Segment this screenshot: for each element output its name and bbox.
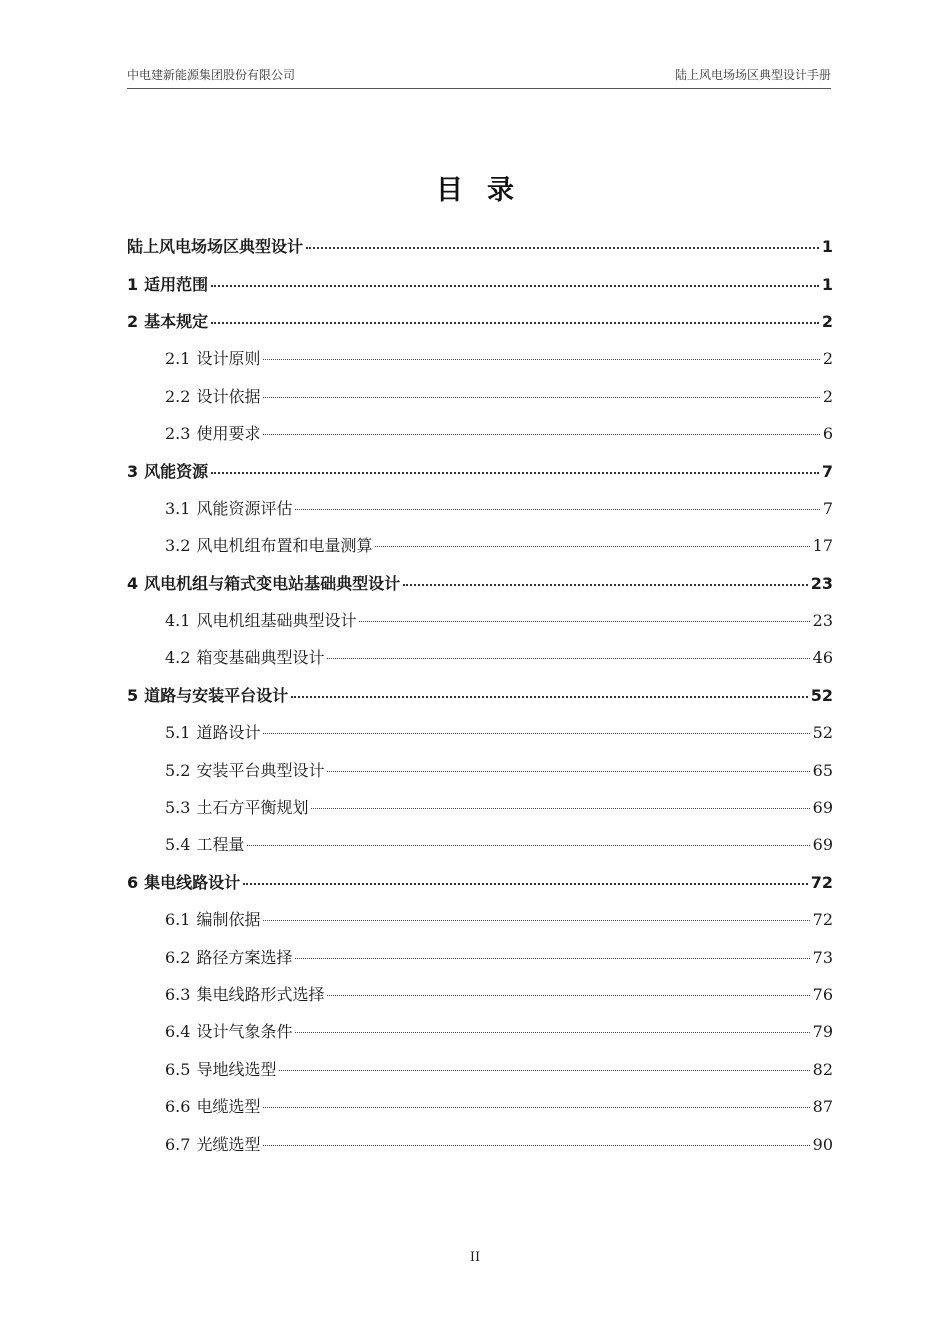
toc-entry-number: 4.1 <box>165 611 191 631</box>
toc-entry-label <box>127 870 240 893</box>
dot-leader <box>295 1032 809 1033</box>
dot-leader <box>306 247 819 249</box>
toc-entry-text: 集电线路形式选择 <box>196 985 325 1004</box>
toc-entry[interactable] <box>127 638 833 675</box>
toc-entry-page: 2 <box>822 386 833 406</box>
toc-entry-label <box>165 720 260 743</box>
toc-entry-number: 3 <box>127 461 139 481</box>
toc-entry-text: 集电线路设计 <box>144 872 241 892</box>
toc-entry-text: 箱变基础典型设计 <box>196 648 325 668</box>
dot-leader <box>263 733 809 734</box>
toc-entry[interactable] <box>127 601 833 638</box>
toc-entry[interactable] <box>127 713 833 750</box>
toc-entry-text: 设计原则 <box>196 349 261 369</box>
toc-entry-label <box>165 645 324 668</box>
toc-entry-text: 适用范围 <box>144 274 209 294</box>
toc-entry[interactable] <box>127 676 833 713</box>
toc-entry-text: 设计依据 <box>196 386 261 406</box>
dot-leader <box>211 322 819 324</box>
header-company: 中电建新能源集团股份有限公司 <box>127 68 296 82</box>
toc-entry-page: 90 <box>812 1134 833 1154</box>
toc-entry[interactable] <box>127 750 833 787</box>
toc-entry-label <box>165 795 308 818</box>
toc-entry-label <box>165 1057 276 1080</box>
toc-entry-number: 5.4 <box>165 835 191 855</box>
toc-entry-label <box>165 608 356 631</box>
toc-entry[interactable] <box>127 526 833 563</box>
toc-entry-number: 1 <box>127 274 139 294</box>
toc-entry-text: 工程量 <box>196 835 245 855</box>
dot-leader <box>295 958 809 959</box>
toc-entry[interactable] <box>127 414 833 451</box>
dot-leader <box>263 1145 809 1146</box>
toc-entry-page: 52 <box>810 685 833 705</box>
toc-entry-label <box>165 421 260 444</box>
toc-entry-page: 72 <box>810 872 833 892</box>
toc-entry-page: 76 <box>812 985 833 1004</box>
dot-leader <box>263 920 809 921</box>
toc-entry-number: 3.2 <box>165 536 191 556</box>
toc-entry-number: 4.2 <box>165 648 191 668</box>
toc-entry-text: 编制依据 <box>196 910 261 930</box>
toc-entry-text: 光缆选型 <box>196 1134 261 1154</box>
toc-entry-page: 46 <box>812 648 833 668</box>
toc-entry-label <box>165 1132 260 1155</box>
dot-leader <box>279 1070 809 1071</box>
toc-entry-text: 陆上风电场场区典型设计 <box>127 237 304 257</box>
toc-entry[interactable] <box>127 788 833 825</box>
toc-entry-number: 6 <box>127 872 139 892</box>
toc-entry[interactable] <box>127 1012 833 1049</box>
dot-leader <box>291 696 808 698</box>
toc-entry-number: 6.2 <box>165 947 191 967</box>
toc-entry-page: 82 <box>812 1059 833 1079</box>
toc-entry-page: 23 <box>812 611 833 631</box>
dot-leader <box>263 359 819 360</box>
toc-entry-label <box>165 384 260 407</box>
toc-entry-text: 电缆选型 <box>196 1097 261 1117</box>
dot-leader <box>295 509 819 510</box>
toc-entry-number: 6.6 <box>165 1097 191 1117</box>
toc-entry-number: 4 <box>127 573 139 593</box>
toc-entry-text: 使用要求 <box>196 424 261 444</box>
toc-entry-page: 79 <box>812 1022 833 1042</box>
toc-entry-text: 风能资源 <box>144 461 209 481</box>
toc-entry-number: 2.2 <box>165 386 191 406</box>
toc-entry-label <box>165 758 324 781</box>
header-document-title: 陆上风电场场区典型设计手册 <box>674 68 831 82</box>
toc-entry-text: 安装平台典型设计 <box>196 760 325 780</box>
toc-entry[interactable] <box>127 489 833 526</box>
toc-entry[interactable] <box>127 377 833 414</box>
dot-leader <box>311 808 809 809</box>
toc-entry[interactable] <box>127 451 833 488</box>
toc-entry-page: 72 <box>812 910 833 930</box>
dot-leader <box>359 621 809 622</box>
toc-entry-label <box>127 234 303 257</box>
toc-entry-text: 风电机组布置和电量测算 <box>196 536 373 556</box>
dot-leader <box>403 584 808 586</box>
toc-entry-page: 1 <box>821 274 833 294</box>
dot-leader <box>327 771 809 772</box>
toc-entry-text: 道路设计 <box>196 723 261 743</box>
toc-entry-page: 17 <box>812 536 833 556</box>
toc-entry-page: 7 <box>821 461 833 481</box>
toc-entry-number: 5.3 <box>165 798 191 818</box>
toc-entry[interactable] <box>127 937 833 974</box>
toc-entry-label <box>127 683 288 706</box>
toc-entry-page: 87 <box>812 1097 833 1117</box>
toc-entry-page: 1 <box>821 237 833 257</box>
toc-entry-label <box>165 945 292 968</box>
dot-leader <box>211 472 819 474</box>
toc-title: 目录 <box>436 175 538 206</box>
toc-entry-text: 导地线选型 <box>196 1059 277 1079</box>
toc-entry[interactable] <box>127 264 833 301</box>
toc-entry-number: 2.3 <box>165 424 191 444</box>
toc-entry-number: 5.2 <box>165 760 191 780</box>
dot-leader <box>211 285 819 287</box>
toc-entry-text: 风能资源评估 <box>196 498 293 518</box>
toc-entry-label <box>165 533 372 556</box>
dot-leader <box>327 995 809 996</box>
toc-entry-text: 设计气象条件 <box>196 1022 293 1042</box>
toc-entry-label <box>165 832 244 855</box>
toc-entry[interactable] <box>127 1050 833 1087</box>
toc-entry-label <box>127 272 208 295</box>
toc-entry-page: 2 <box>821 311 833 331</box>
toc-entry[interactable] <box>127 863 833 900</box>
toc-entry-number: 6.1 <box>165 910 191 930</box>
toc-entry[interactable] <box>127 1124 833 1161</box>
toc-entry[interactable] <box>127 564 833 601</box>
toc-entry-number: 2.1 <box>165 349 191 369</box>
toc-entry-number: 6.3 <box>165 985 191 1004</box>
toc-entry[interactable] <box>127 825 833 862</box>
toc-entry-page: 23 <box>810 573 833 593</box>
toc-entry-page: 69 <box>812 798 833 818</box>
toc-entry-page: 7 <box>822 498 833 518</box>
toc-entry-number: 6.7 <box>165 1134 191 1154</box>
toc-entry-text: 基本规定 <box>144 311 209 331</box>
toc-entry-number: 6.4 <box>165 1022 191 1042</box>
toc-entry-label <box>165 496 292 519</box>
toc-entry-label <box>127 459 208 482</box>
toc-entry-label <box>165 907 260 930</box>
dot-leader <box>263 434 819 435</box>
toc-entry-page: 6 <box>822 424 833 444</box>
toc-entry-label <box>165 1019 292 1042</box>
dot-leader <box>243 883 808 885</box>
toc-entry-page: 73 <box>812 947 833 967</box>
page-number: II <box>469 1250 481 1265</box>
toc-entry-text: 道路与安装平台设计 <box>144 685 289 705</box>
toc-entry[interactable] <box>127 302 833 339</box>
toc-entry-text: 土石方平衡规划 <box>196 798 309 818</box>
toc-entry-label <box>165 982 324 1005</box>
toc-entry-label <box>165 346 260 369</box>
toc-entry[interactable] <box>127 900 833 937</box>
toc-entry-page: 69 <box>812 835 833 855</box>
toc-entry-label <box>127 309 208 332</box>
toc-entry-number: 2 <box>127 311 139 331</box>
dot-leader <box>263 397 819 398</box>
page-header <box>127 66 831 89</box>
toc-entry-page: 52 <box>812 723 833 743</box>
dot-leader <box>375 546 809 547</box>
dot-leader <box>247 845 809 846</box>
toc-entry[interactable] <box>127 227 833 264</box>
toc-entry-number: 5 <box>127 685 139 705</box>
toc-entry-page: 65 <box>812 760 833 780</box>
toc-entry-label <box>127 571 400 594</box>
toc-entry[interactable] <box>127 1087 833 1124</box>
toc-entry-number: 5.1 <box>165 723 191 743</box>
dot-leader <box>263 1107 809 1108</box>
table-of-contents <box>127 227 833 1162</box>
toc-entry-text: 风电机组与箱式变电站基础典型设计 <box>144 573 401 593</box>
toc-entry[interactable] <box>127 339 833 376</box>
toc-entry-number: 6.5 <box>165 1059 191 1079</box>
toc-entry[interactable] <box>127 975 833 1012</box>
toc-entry-label <box>165 1094 260 1117</box>
toc-entry-text: 风电机组基础典型设计 <box>196 611 357 631</box>
toc-entry-number: 3.1 <box>165 498 191 518</box>
dot-leader <box>327 658 809 659</box>
toc-entry-page: 2 <box>822 349 833 369</box>
toc-entry-text: 路径方案选择 <box>196 947 293 967</box>
